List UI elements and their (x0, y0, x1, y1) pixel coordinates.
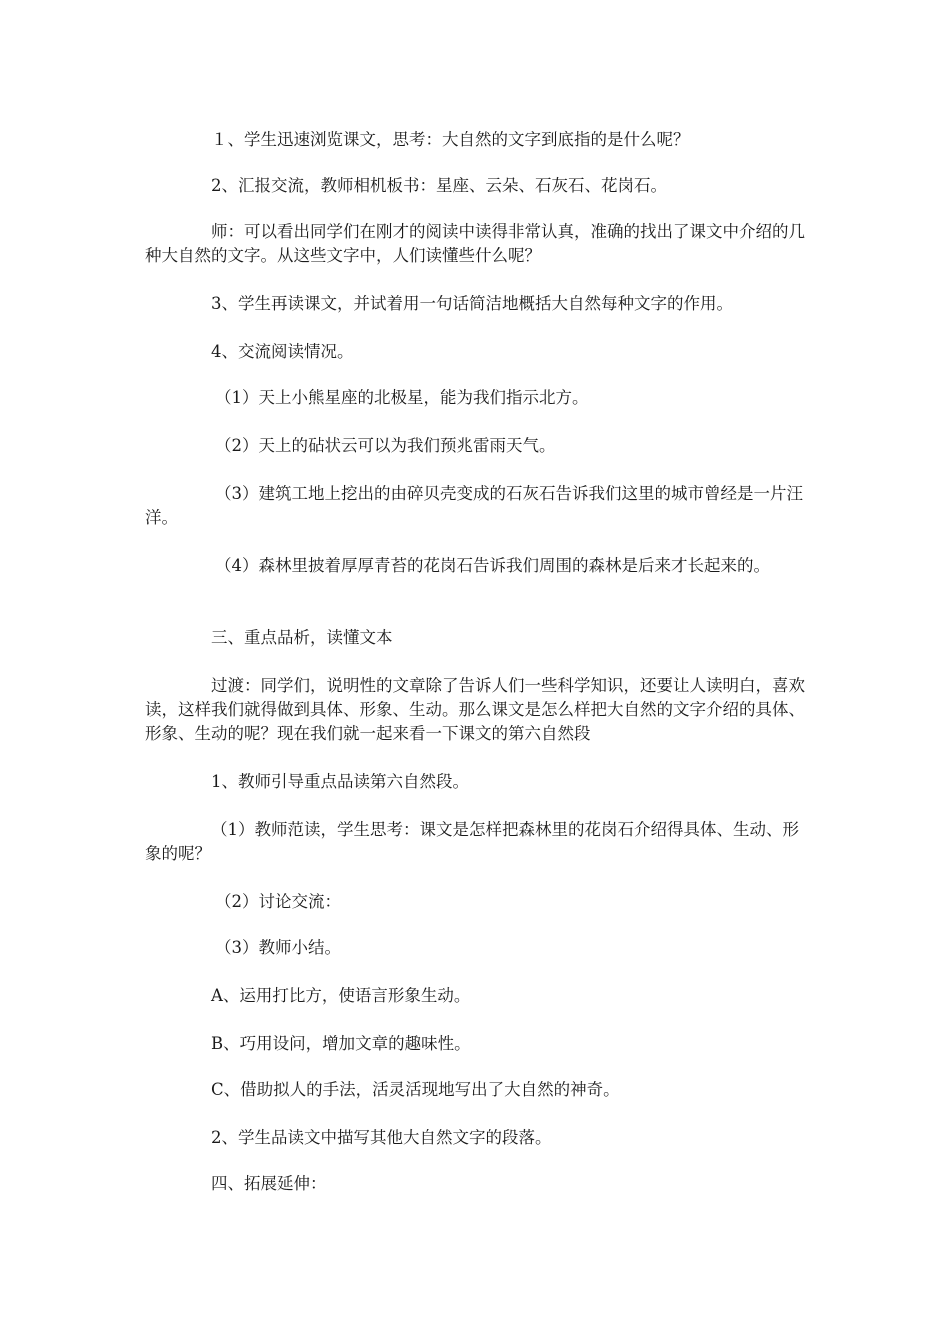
section-heading-4: 四、拓展延伸： (211, 1174, 327, 1193)
paragraph-step4-exchange: 4、交流阅读情况。 (211, 342, 354, 361)
paragraph-step1-guide: 1、教师引导重点品读第六自然段。 (211, 772, 469, 791)
paragraph-item1-polaris: （1）天上小熊星座的北极星，能为我们指示北方。 (215, 388, 589, 407)
paragraph-item4-granite: （4）森林里披着厚厚青苔的花岗石告诉我们周围的森林是后来才长起来的。 (215, 556, 770, 575)
paragraph-sub3-summary: （3）教师小结。 (215, 938, 341, 957)
paragraph-step1-browse: １、学生迅速浏览课文，思考：大自然的文字到底指的是什么呢？ (211, 130, 690, 149)
paragraph-sub2-discussion: （2）讨论交流： (215, 892, 341, 911)
paragraph-point-a: A、运用打比方，使语言形象生动。 (211, 986, 471, 1005)
paragraph-item2-cloud: （2）天上的砧状云可以为我们预兆雷雨天气。 (215, 436, 556, 455)
paragraph-teacher-remark: 师：可以看出同学们在刚才的阅读中读得非常认真，准确的找出了课文中介绍的几种大自然的文字。从这些文字中，人们读懂些什么呢？ (145, 222, 805, 265)
paragraph-sub1-model-reading: （1）教师范读，学生思考：课文是怎样把森林里的花岗石介绍得具体、生动、形象的呢？ (145, 820, 799, 863)
paragraph-transition: 过渡：同学们，说明性的文章除了告诉人们一些科学知识，还要让人读明白，喜欢读，这样我们就得做到具体、形象、生动。那么课文是怎么样把大自然的文字介绍的具体、形象、生动的呢？现在我们就一起来看一下课文的第六自然段 (145, 676, 805, 743)
paragraph-step2-report: 2、汇报交流，教师相机板书：星座、云朵、石灰石、花岗石。 (211, 176, 667, 195)
section-heading-3: 三、重点品析，读懂文本 (211, 628, 393, 647)
paragraph-step2-read: 2、学生品读文中描写其他大自然文字的段落。 (211, 1128, 552, 1147)
paragraph-step3-reread: 3、学生再读课文，并试着用一句话简洁地概括大自然每种文字的作用。 (211, 294, 733, 313)
paragraph-point-c: C、借助拟人的手法，活灵活现地写出了大自然的神奇。 (211, 1080, 620, 1099)
paragraph-item3-limestone: （3）建筑工地上挖出的由碎贝壳变成的石灰石告诉我们这里的城市曾经是一片汪洋。 (145, 484, 803, 527)
paragraph-point-b: B、巧用设问，增加文章的趣味性。 (211, 1034, 471, 1053)
